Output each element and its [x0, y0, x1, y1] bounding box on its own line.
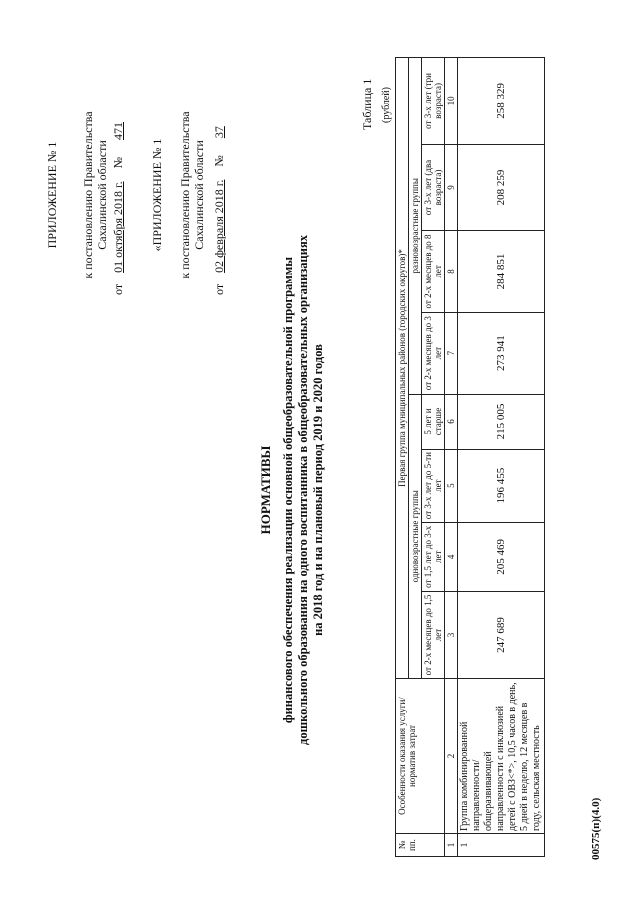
appendix-top-line2: Сахалинской области — [95, 140, 109, 250]
appendix-top-title: ПРИЛОЖЕНИЕ № 1 — [45, 141, 59, 249]
appendix-bottom-number: 37 — [212, 126, 226, 139]
col-number: 8 — [445, 231, 458, 313]
appendix-top-date-row: от 01 октября 2018 г. № 471 — [111, 121, 125, 295]
row-value: 208 259 — [458, 144, 545, 230]
appendix-bottom — [150, 95, 226, 295]
units-label: (рублей) — [381, 86, 392, 123]
table-label: Таблица 1 — [360, 78, 374, 130]
appendix-bottom-date-row: от 02 февраля 2018 г. № 37 — [212, 126, 226, 295]
row-value: 215 005 — [458, 394, 545, 449]
col-number: 6 — [445, 394, 458, 449]
header-col: от 3-х лет (три возраста) — [422, 58, 445, 145]
row-value: 284 851 — [458, 231, 545, 313]
appendix-bottom-title: «ПРИЛОЖЕНИЕ № 1 — [150, 138, 164, 252]
title-line2: дошкольного образования на одного воспитанника в общеобразовательных организациях — [296, 235, 310, 745]
header-mixed-age: разновозрастные группы — [409, 58, 422, 395]
col-number: 3 — [445, 591, 458, 678]
header-col: от 2-х месяцев до 1,5 лет — [422, 591, 445, 678]
header-col: 5 лет и старше — [422, 394, 445, 449]
row-feature: Группа комбинированной направленности/ общеразвивающей направленности с инклюзией детей с ОВЗ<*>, 10,5 часов в день, 5 дней в неделю, 12 месяцев в году, сельская местность — [458, 679, 545, 834]
appendix-top — [45, 95, 125, 295]
appendix-top-number: 471 — [111, 121, 125, 140]
title-line1: финансового обеспечения реализации основной общеобразовательной программы — [281, 256, 295, 724]
appendix-top-line1: к постановлению Правительства — [81, 111, 95, 279]
table-column-numbers-row — [445, 58, 458, 857]
appendix-bottom-line2: Сахалинской области — [192, 140, 206, 250]
col-number: 4 — [445, 522, 458, 591]
row-value: 196 455 — [458, 449, 545, 522]
header-single-age: одновозрастные группы — [409, 394, 422, 678]
header-group: Первая группа муниципальных районов (городских округов)* — [396, 58, 409, 679]
header-col: от 2-х месяцев до 3 лет — [422, 312, 445, 394]
row-value: 258 329 — [458, 58, 545, 145]
title-heading: НОРМАТИВЫ — [258, 445, 273, 535]
col-number: 5 — [445, 449, 458, 522]
document-title — [258, 165, 326, 815]
header-col: от 3-х лет (два возраста) — [422, 144, 445, 230]
col-number: 1 — [445, 834, 458, 857]
row-value: 273 941 — [458, 312, 545, 394]
footer-code: 00575(п)(4.0) — [590, 797, 602, 860]
row-no: 1 — [458, 834, 545, 857]
header-col: от 3-х лет до 5-ти лет — [422, 449, 445, 522]
appendix-bottom-date: 02 февраля 2018 г. — [212, 179, 226, 273]
table-header-row-1 — [396, 58, 409, 857]
norms-table — [395, 57, 545, 857]
header-col: от 1,5 лет до 3-х лет — [422, 522, 445, 591]
appendix-bottom-line1: к постановлению Правительства — [178, 111, 192, 279]
appendix-top-date: 01 октября 2018 г. — [111, 181, 125, 273]
title-line3: на 2018 год и на плановый период 2019 и 2020 годов — [311, 344, 325, 636]
col-number: 10 — [445, 58, 458, 145]
header-feature: Особенности оказания услуги/норматив затрат — [396, 679, 445, 834]
header-no: № пп. — [396, 834, 445, 857]
col-number: 2 — [445, 679, 458, 834]
table-row — [458, 58, 545, 857]
col-number: 7 — [445, 312, 458, 394]
header-col: от 2-х месяцев до 8 лет — [422, 231, 445, 313]
row-value: 247 689 — [458, 591, 545, 678]
col-number: 9 — [445, 144, 458, 230]
row-value: 205 469 — [458, 522, 545, 591]
